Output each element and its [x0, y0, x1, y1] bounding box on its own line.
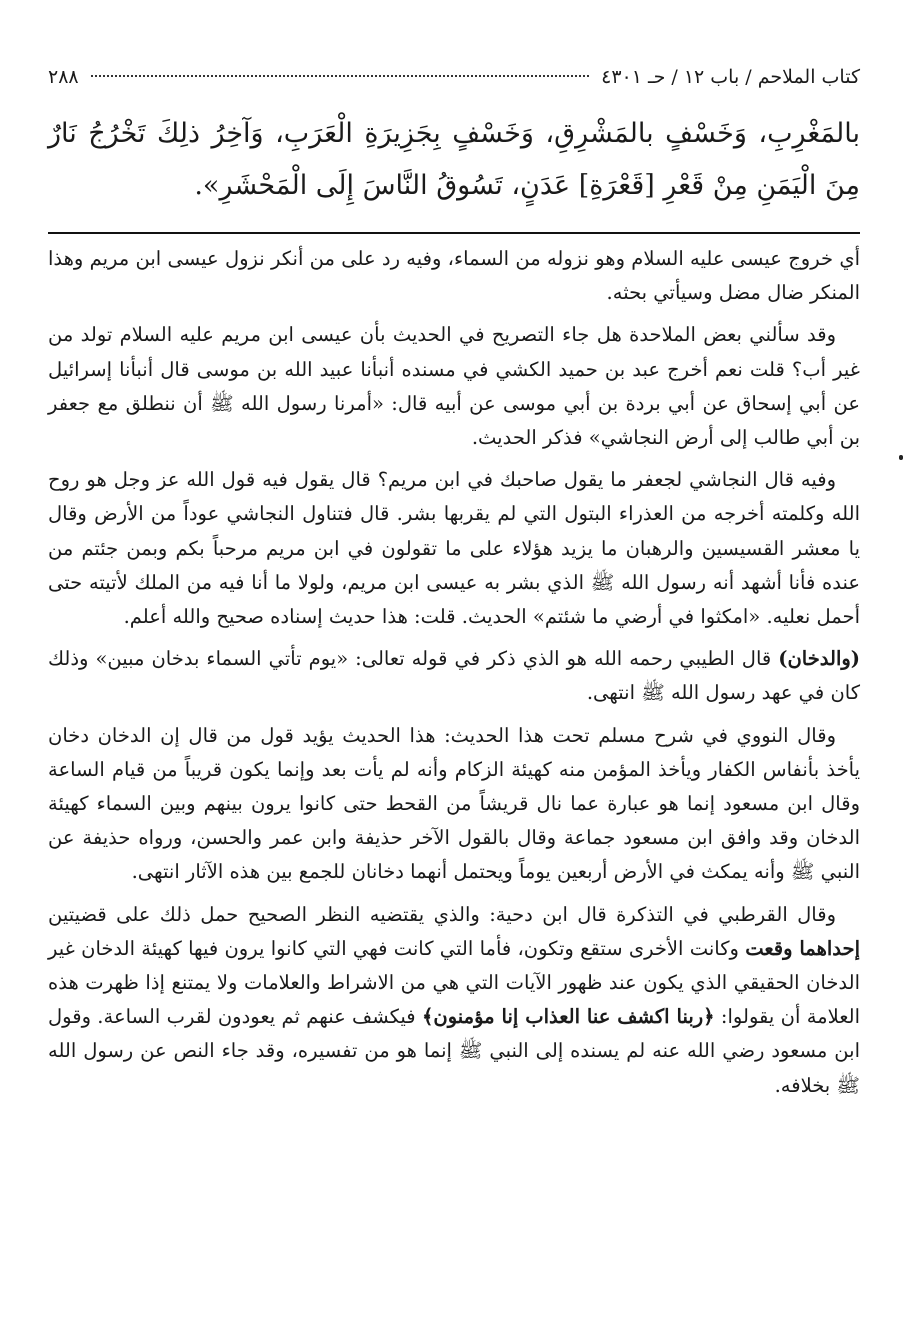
hadith-text: بالمَغْرِبِ، وَخَسْفٍ بالمَشْرِقِ، وَخَسْفٍ بِجَزِيرَةِ الْعَرَبِ، وَآخِرُ ذلِكَ تَخْرُجُ نَارٌ مِنَ الْيَمَنِ مِنْ قَعْرِ [قَعْرَةِ] عَدَنٍ، تَسُوقُ النَّاسَ إِلَى الْمَحْشَرِ».	[48, 118, 860, 201]
page-number: ٢٨٨	[48, 66, 79, 88]
commentary-paragraph: وقد سألني بعض الملاحدة هل جاء التصريح في الحديث بأن عيسى ابن مريم عليه السلام تولد من غير أب؟ قلت نعم أخرج عبد بن حميد الكشي في مسنده أنبأنا عبيد الله بن موسى قال أنبأنا إسرائيل عن أبي إسحاق عن أبي بردة بن أبي موسى عن أبيه قال: «أمرنا رسول الله ﷺ أن ننطلق مع جعفر بن أبي طالب إلى أرض النجاشي» فذكر الحديث.	[48, 323, 860, 450]
paragraph-text: قال الطيبي رحمه الله هو الذي ذكر في قوله تعالى: «يوم تأتي السماء بدخان مبين» وذلك كان في عهد رسول الله ﷺ انتهى.	[48, 647, 860, 705]
header-leader-dots	[91, 75, 590, 77]
commentary-paragraph: أي خروج عيسى عليه السلام وهو نزوله من السماء، وفيه رد على من أنكر نزول عيسى ابن مريم وهذا المنكر ضال مضل وسيأتي بحثه.	[48, 247, 860, 305]
quran-verse: ﴿ربنا اكشف عنا العذاب إنا مؤمنون﴾	[421, 1005, 715, 1029]
paragraph-text: وكانت الأخرى ستقع وتكون، فأما التي كانت فهي التي كانوا يرون فيها كهيئة الدخان غير الدخان الحقيقي الذي يكون عند ظهور الآيات التي هي من الاشراط والعلامات ولا يمتنع إذا ظهرت هذه العلامة أن يقولوا:	[48, 936, 860, 1029]
commentary-paragraph: وقال النووي في شرح مسلم تحت هذا الحديث: هذا الحديث يؤيد قول من قال إن الدخان دخان يأخذ بأنفاس الكفار ويأخذ المؤمن منه كهيئة الزكام وأنه لم يأت بعد وإنما يكون قريباً من قيام الساعة وقال ابن مسعود إنما هو عبارة عما نال قريشاً من القحط حتى كانوا يرون بينهم وبين السماء كهيئة الدخان وقد وافق ابن مسعود جماعة وقال بالقول الآخر حذيفة وابن عمر والحسن، ورواه حذيفة عن النبي ﷺ وأنه يمكث في الأرض أربعين يوماً ويحتمل أنهما دخانان للجمع بين هذه الآثار انتهى.	[48, 723, 860, 884]
commentary-paragraph: وفيه قال النجاشي لجعفر ما يقول صاحبك في ابن مريم؟ قال يقول فيه قول الله عز وجل هو روح الله وكلمته أخرجه من العذراء البتول التي لم يقربها بشر. قال فتناول النجاشي عوداً من الأرض وقال يا معشر القسيسين والرهبان ما يزيد هؤلاء على ما تقولون في ابن مريم مرحباً بكم وبمن جئتم من عنده فأنا أشهد أنه رسول الله ﷺ الذي بشر به عيسى ابن مريم، ولولا ما أنا فيه من الملك لأتيته حتى أحمل نعليه. «امكثوا في أرضي ما شئتم» الحديث. قلت: هذا حديث إسناده صحيح والله أعلم.	[48, 468, 860, 629]
separator-line	[48, 232, 860, 234]
commentary-paragraph	[48, 642, 860, 710]
paragraph-text: فيكشف عنهم ثم يعودون لقرب الساعة. وقول ابن مسعود رضي الله عنه لم يسنده إلى النبي ﷺ إنما هو من تفسيره، وقد جاء النص عن رسول الله ﷺ بخلافه.	[48, 1005, 860, 1097]
book-page	[48, 60, 860, 1111]
bold-phrase: إحداهما وقعت	[745, 936, 860, 960]
running-header	[48, 60, 860, 94]
paragraph-text: وقال القرطبي في التذكرة قال ابن دحية: والذي يقتضيه النظر الصحيح حمل ذلك على قضيتين	[48, 902, 836, 926]
commentary	[48, 242, 860, 1103]
margin-dot	[899, 455, 903, 460]
bold-heading: (والدخان)	[778, 647, 860, 671]
header-title: كتاب الملاحم / باب ١٢ / حـ ٤٣٠١	[601, 66, 860, 88]
commentary-paragraph	[48, 898, 860, 1103]
